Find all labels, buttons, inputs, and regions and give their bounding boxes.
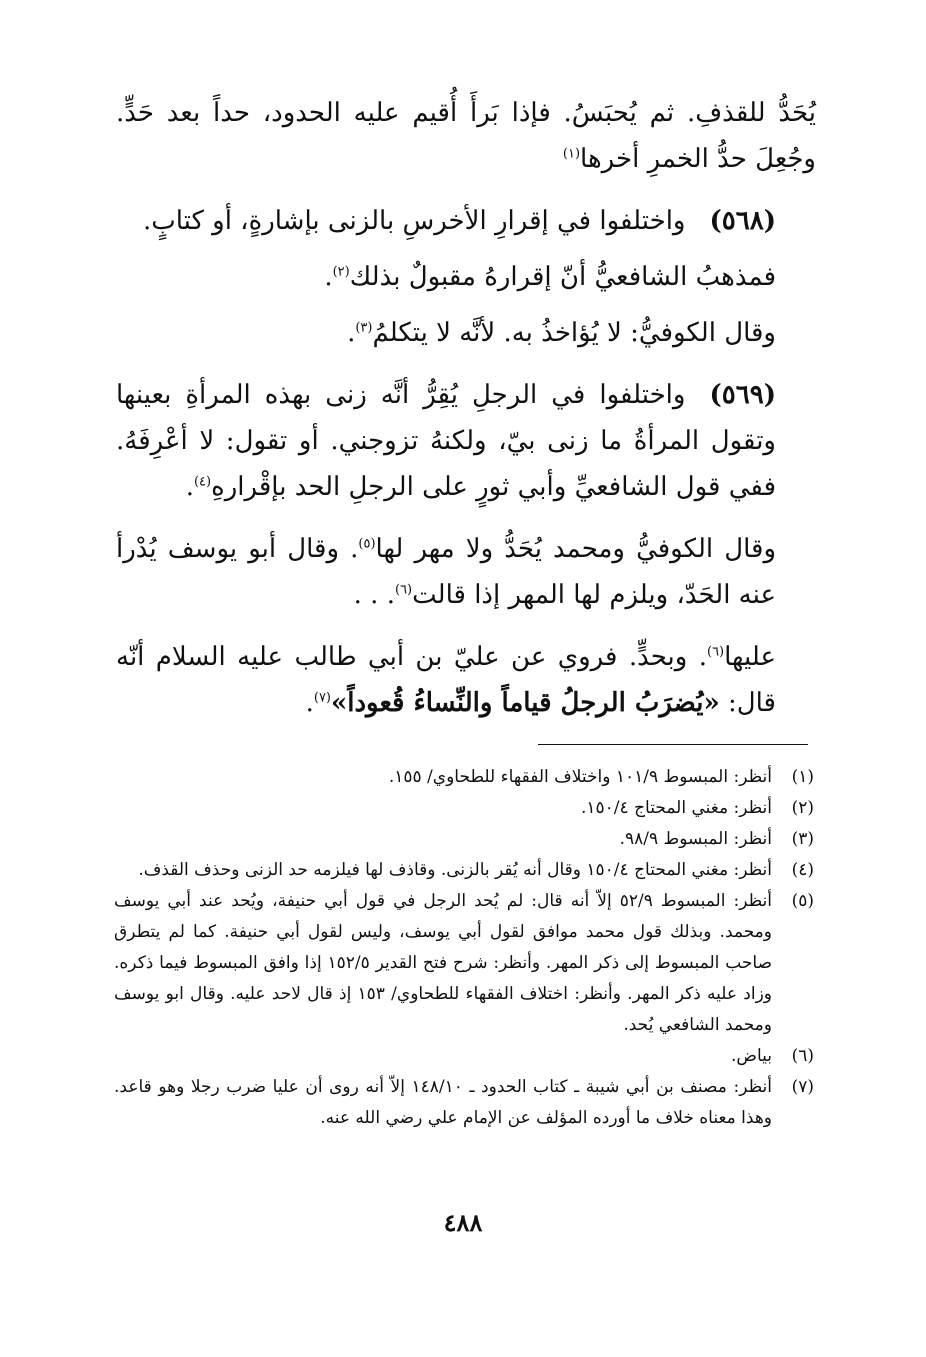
paragraph-7-text-b: . وبحدٍّ. فروي عن عليّ بن أبي طالب عليه السلام أنّه قال: xyxy=(116,642,776,718)
issue-569 xyxy=(116,372,816,510)
issue-569-number: (٥٦٩) xyxy=(709,380,776,410)
footnotes xyxy=(114,762,814,1134)
footnote-number: (٣) xyxy=(791,829,814,849)
main-text xyxy=(116,90,816,742)
footnote-ref-1: (١) xyxy=(562,146,581,162)
footnote-text: أنظر: مغني المحتاج ١٥٠/٤ وقال أنه يُقر بالزنى. وقاذف لها فيلزمه حد الزنى وحذف القذف. xyxy=(138,860,772,880)
paragraph-1 xyxy=(116,90,816,182)
footnote-1 xyxy=(114,762,814,793)
paragraph-6-end: . . . xyxy=(353,580,395,610)
issue-568 xyxy=(116,198,816,244)
footnote-ref-6b: (٦) xyxy=(706,644,725,660)
paragraph-3 xyxy=(116,254,816,300)
paragraph-7-end: . xyxy=(305,688,314,718)
issue-568-number: (٥٦٨) xyxy=(709,206,776,236)
paragraph-1-text: يُحَدُّ للقذفِ. ثم يُحبَسُ. فإذا بَرأَ أُقيم عليه الحدود، حداً بعد حَدٍّ. وجُعِلَ حدُّ الخمرِ أخرها xyxy=(116,98,816,174)
page-number: ٤٨٨ xyxy=(443,1208,483,1237)
footnote-ref-3: (٣) xyxy=(355,320,373,336)
paragraph-3-end: . xyxy=(324,262,333,292)
footnote-ref-6: (٦) xyxy=(394,582,413,598)
footnote-5 xyxy=(114,886,814,1041)
footnote-ref-2: (٢) xyxy=(332,264,350,280)
footnote-ref-7: (٧) xyxy=(313,690,331,706)
footnote-number: (٦) xyxy=(791,1046,814,1066)
footnote-text: أنظر: مصنف بن أبي شيبة ـ كتاب الحدود ـ ١٤٨/١٠ إلاّ أنه روى أن عليا ضرب رجلا وهو قاعد. وهذا معناه خلاف ما أورده المؤلف عن الإمام علي رضي الله عنه. xyxy=(114,1077,772,1128)
footnote-number: (٥) xyxy=(791,891,814,911)
paragraph-6-text-b: . وقال أبو يوسف يُدْرأ عنه الحَدّ، ويلزم لها المهر إذا قالت xyxy=(116,534,776,610)
footnote-number: (١) xyxy=(791,767,814,787)
quote-ali: «يُضرَبُ الرجلُ قياماً والنِّساءُ قُعوداً» xyxy=(331,688,720,718)
issue-568-text: واختلفوا في إقرارِ الأخرسِ بالزنى بإشارةٍ، أو كتابٍ. xyxy=(142,206,686,236)
paragraph-4-end: . xyxy=(347,318,356,348)
paragraph-4-text: وقال الكوفيُّ: لا يُؤاخذُ به. لأنَّه لا يتكلمُ xyxy=(372,318,776,348)
footnote-text: أنظر: المبسوط ٥٢/٩ إلاّ أنه قال: لم يُحد الرجل في قول أبي حنيفة، ويُحد عند أبي يوسف ومحمد. وبذلك قول محمد موافق لقول أبي يوسف، وليس لقول أبي حنيفة. كما لم يتطرق صاحب المبسوط إلى ذكر المهر. وأنظر: شرح فتح القدير ١٥٢/٥ إذا وافق المبسوط فيما ذكره. وزاد عليه ذكر المهر. وأنظر: اختلاف الفقهاء للطحاوي/ ١٥٣ إذ قال لاحد عليه. وقال ابو يوسف ومحمد الشافعي يُحد. xyxy=(114,891,773,1035)
paragraph-7 xyxy=(116,634,816,726)
footnote-number: (٧) xyxy=(791,1077,814,1097)
footnote-text: أنظر: المبسوط ٩٨/٩. xyxy=(619,829,772,849)
paragraph-7-text-a: عليها xyxy=(724,642,776,672)
paragraph-6-text-a: وقال الكوفيُّ ومحمد يُحَدُّ ولا مهر لها xyxy=(375,534,777,564)
paragraph-6 xyxy=(116,526,816,618)
footnote-divider xyxy=(538,744,808,745)
footnote-number: (٢) xyxy=(791,798,814,818)
footnote-text: أنظر: المبسوط ١٠١/٩ واختلاف الفقهاء للطحاوي/ ١٥٥. xyxy=(388,767,772,787)
footnote-ref-4: (٤) xyxy=(193,474,212,490)
paragraph-4 xyxy=(116,310,816,356)
issue-569-end: . xyxy=(185,472,194,502)
footnote-6 xyxy=(114,1041,814,1072)
footnote-2 xyxy=(114,793,814,824)
footnote-ref-5: (٥) xyxy=(358,536,376,552)
issue-569-text: واختلفوا في الرجلِ يُقِرُّ أنَّه زنى بهذه المرأةِ بعينها وتقول المرأةُ ما زنى بيّ، ولكنهُ تزوجني. أو تقول: لا أعْرِفَهُ. ففي قول الشافعيِّ وأبي ثورٍ على الرجلِ الحد بإقْرارهِ xyxy=(116,380,776,502)
footnote-7 xyxy=(114,1072,814,1134)
paragraph-3-text: فمذهبُ الشافعيُّ أنّ إقرارهُ مقبولٌ بذلك xyxy=(349,262,776,292)
footnote-4 xyxy=(114,855,814,886)
footnote-3 xyxy=(114,824,814,855)
footnote-text: بياض. xyxy=(731,1046,772,1066)
footnote-number: (٤) xyxy=(791,860,814,880)
footnote-text: أنظر: مغني المحتاج ١٥٠/٤. xyxy=(581,798,772,818)
